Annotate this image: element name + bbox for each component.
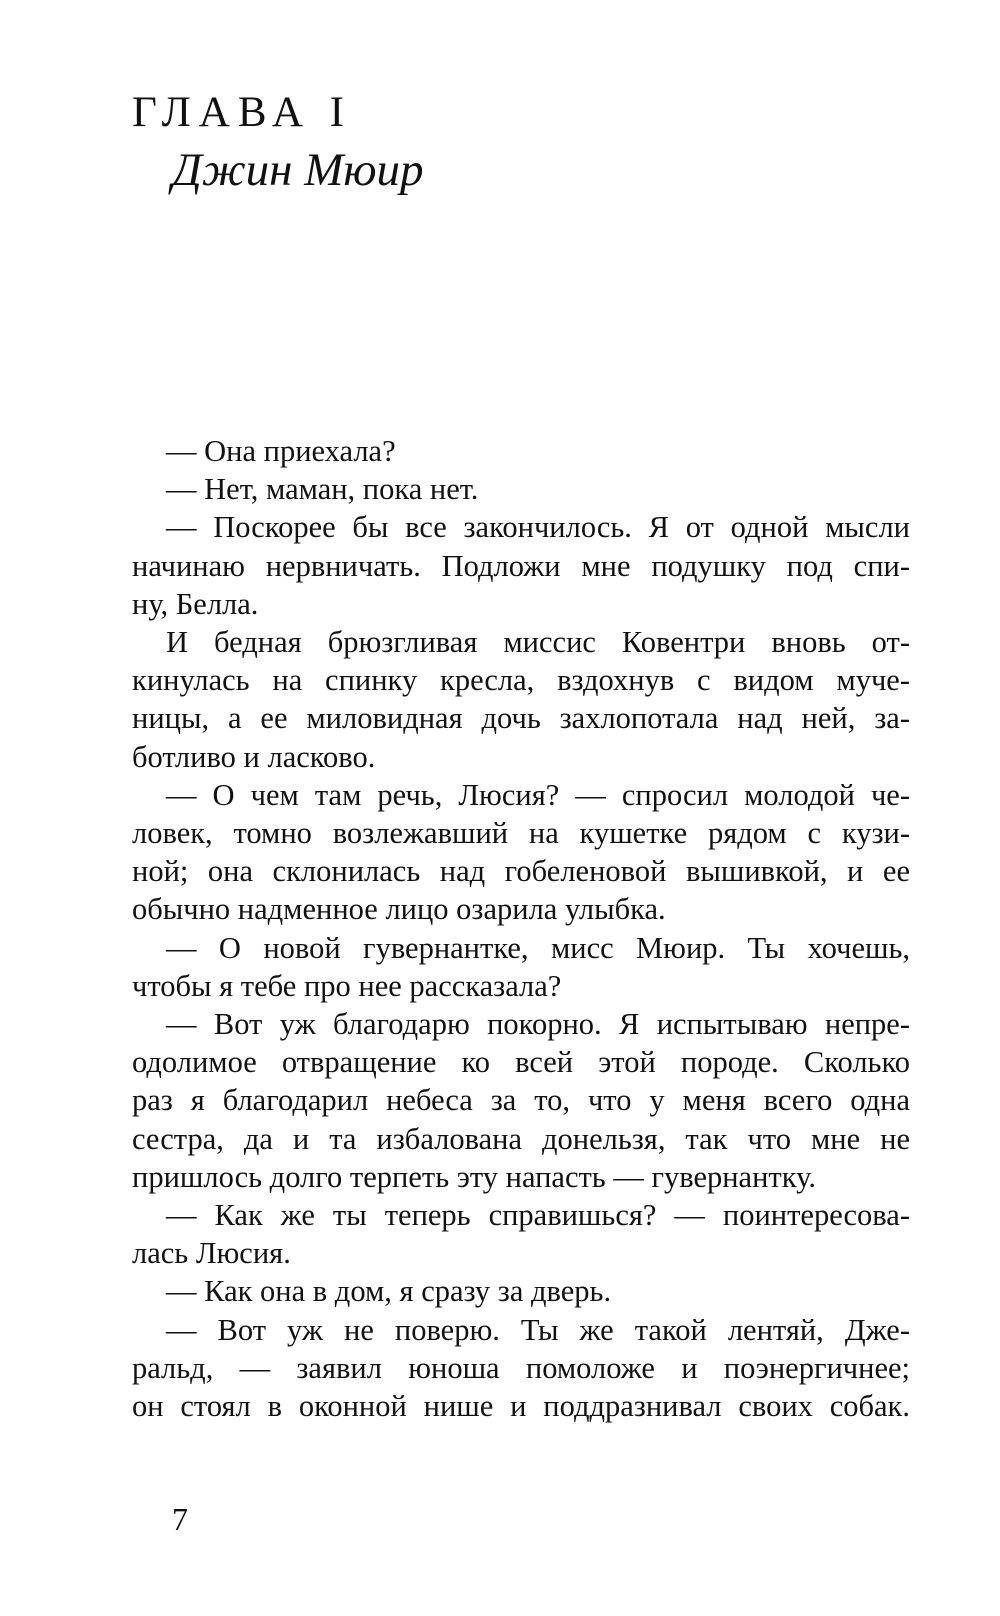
body-text xyxy=(132,432,910,1425)
text-line: — О новой гувернантке, мисс Мюир. Ты хочешь, xyxy=(166,930,910,965)
text-line: одолимое отвращение ко всей этой породе. Сколько xyxy=(132,1045,910,1080)
text-line: — О чем там речь, Люсия? — спросил молодой че- xyxy=(166,777,910,812)
text-line: раз я благодарил небеса за то, что у меня всего одна xyxy=(132,1083,910,1118)
text-line: — Как она в дом, я сразу за дверь. xyxy=(166,1274,612,1309)
text-line: И бедная брюзгливая миссис Ковентри вновь от- xyxy=(166,625,910,660)
chapter-title: Джин Мюир xyxy=(172,144,424,196)
text-line: — Поскорее бы все закончилось. Я от одной мысли xyxy=(166,510,910,545)
text-line: ловек, томно возлежавший на кушетке рядом с кузи- xyxy=(132,816,910,851)
text-line: — Она приехала? xyxy=(166,434,396,468)
text-line: — Нет, маман, пока нет. xyxy=(166,472,479,507)
text-line: он стоял в оконной нише и поддразнивал своих собак. xyxy=(132,1389,910,1424)
text-line: ботливо и ласково. xyxy=(132,739,376,774)
text-line: — Вот уж благодарю покорно. Я испытываю непре- xyxy=(166,1007,910,1042)
text-line: лась Люсия. xyxy=(132,1236,291,1271)
text-line: — Как же ты теперь справишься? — поинтересова- xyxy=(166,1198,910,1233)
text-line: сестра, да и та избалована донельзя, так что мне не xyxy=(132,1121,910,1156)
text-line: начинаю нервничать. Подложи мне подушку под спи- xyxy=(132,548,910,583)
text-line: — Вот уж не поверю. Ты же такой лентяй, Дже- xyxy=(166,1312,910,1347)
text-line: пришлось долго терпеть эту напасть — гувернантку. xyxy=(132,1159,816,1194)
text-line: ницы, а ее миловидная дочь захлопотала над ней, за- xyxy=(132,701,910,736)
chapter-label: ГЛАВА I xyxy=(132,89,352,136)
text-line: обычно надменное лицо озарила улыбка. xyxy=(132,892,666,927)
text-line: чтобы я тебе про нее рассказала? xyxy=(132,968,562,1003)
text-line: ральд, — заявил юноша помоложе и поэнергичнее; xyxy=(132,1350,910,1385)
text-line: кинулась на спинку кресла, вздохнув с видом муче- xyxy=(132,663,910,698)
page-number: 7 xyxy=(172,1501,188,1537)
text-line: ной; она склонилась над гобеленовой вышивкой, и ее xyxy=(132,854,910,889)
text-line: ну, Белла. xyxy=(132,586,259,621)
